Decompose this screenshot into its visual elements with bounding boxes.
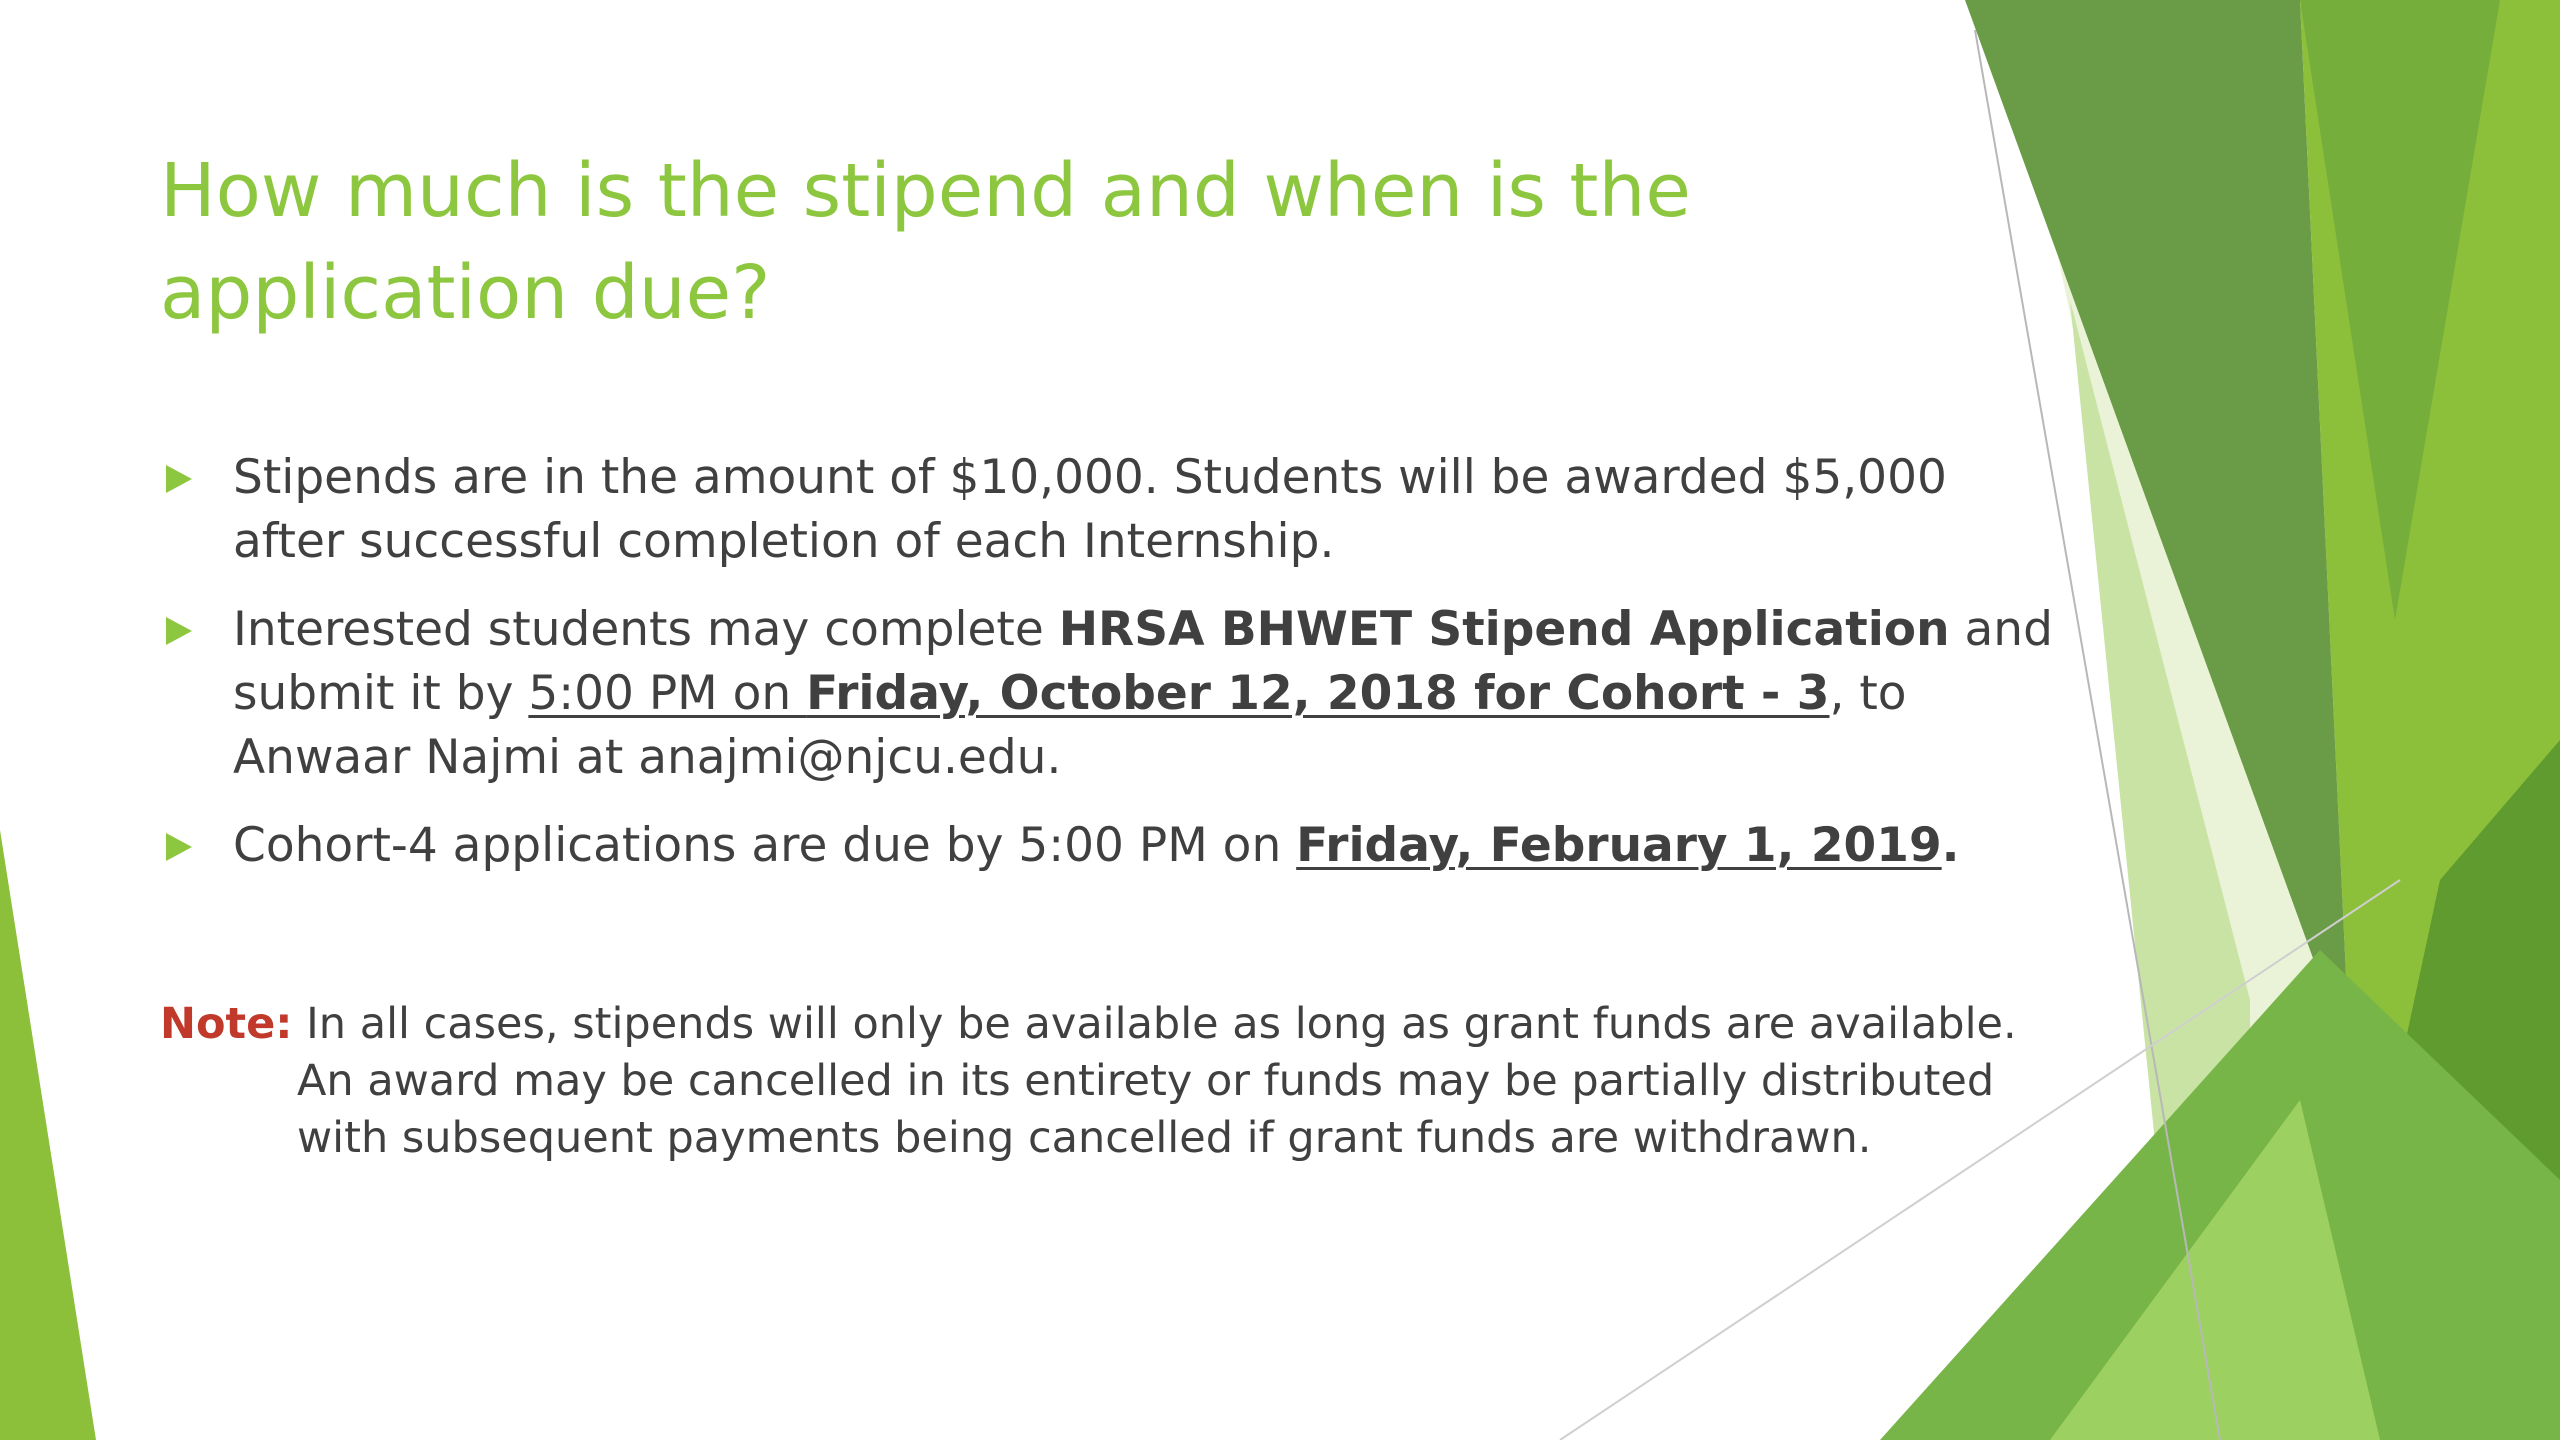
bullet-text-line xyxy=(233,814,2060,878)
note-text: In all cases, stipends will only be available as long as grant funds are available. xyxy=(292,999,2017,1049)
deadline-time: 5:00 PM on xyxy=(528,666,807,721)
slide-title xyxy=(160,140,1960,344)
bullet-list xyxy=(160,446,2060,902)
bullet-arrow-icon xyxy=(166,465,192,493)
bullet-arrow-icon xyxy=(166,833,192,861)
bullet-text-line: after successful completion of each Internship. xyxy=(233,514,1335,569)
application-name: HRSA BHWET Stipend Application xyxy=(1058,602,1950,657)
note-first-line xyxy=(160,996,2060,1053)
note-text: An award may be cancelled in its entirety or funds may be partially distributed xyxy=(297,1056,1995,1106)
text-run: and xyxy=(1949,602,2053,657)
note-block xyxy=(160,996,2060,1167)
bullet-stipend-amount xyxy=(160,446,2060,574)
text-run: submit it by xyxy=(233,666,529,721)
deadline-date-cohort-3: Friday, October 12, 2018 for Cohort - 3 xyxy=(806,666,1830,721)
note-text: with subsequent payments being cancelled if grant funds are withdrawn. xyxy=(297,1113,1872,1163)
text-run: , to xyxy=(1829,666,1907,721)
bullet-text-line xyxy=(233,662,2060,726)
text-run: . xyxy=(1941,818,1960,873)
bullet-text-line xyxy=(233,598,2060,662)
title-line-2: application due? xyxy=(160,250,771,336)
bullet-application-submission xyxy=(160,598,2060,790)
bullet-cohort-4 xyxy=(160,814,2060,878)
bullet-text-line: Stipends are in the amount of $10,000. Students will be awarded $5,000 xyxy=(233,450,1947,505)
note-label: Note: xyxy=(160,999,293,1049)
left-edge-wedge xyxy=(0,830,96,1440)
title-line-1: How much is the stipend and when is the xyxy=(160,148,1691,234)
bullet-arrow-icon xyxy=(166,617,192,645)
text-run: Interested students may complete xyxy=(233,602,1059,657)
bullet-text-line: Anwaar Najmi at anajmi@njcu.edu. xyxy=(233,730,1062,785)
text-run: Cohort-4 applications are due by 5:00 PM on xyxy=(233,818,1297,873)
deadline-date-cohort-4: Friday, February 1, 2019 xyxy=(1296,818,1942,873)
